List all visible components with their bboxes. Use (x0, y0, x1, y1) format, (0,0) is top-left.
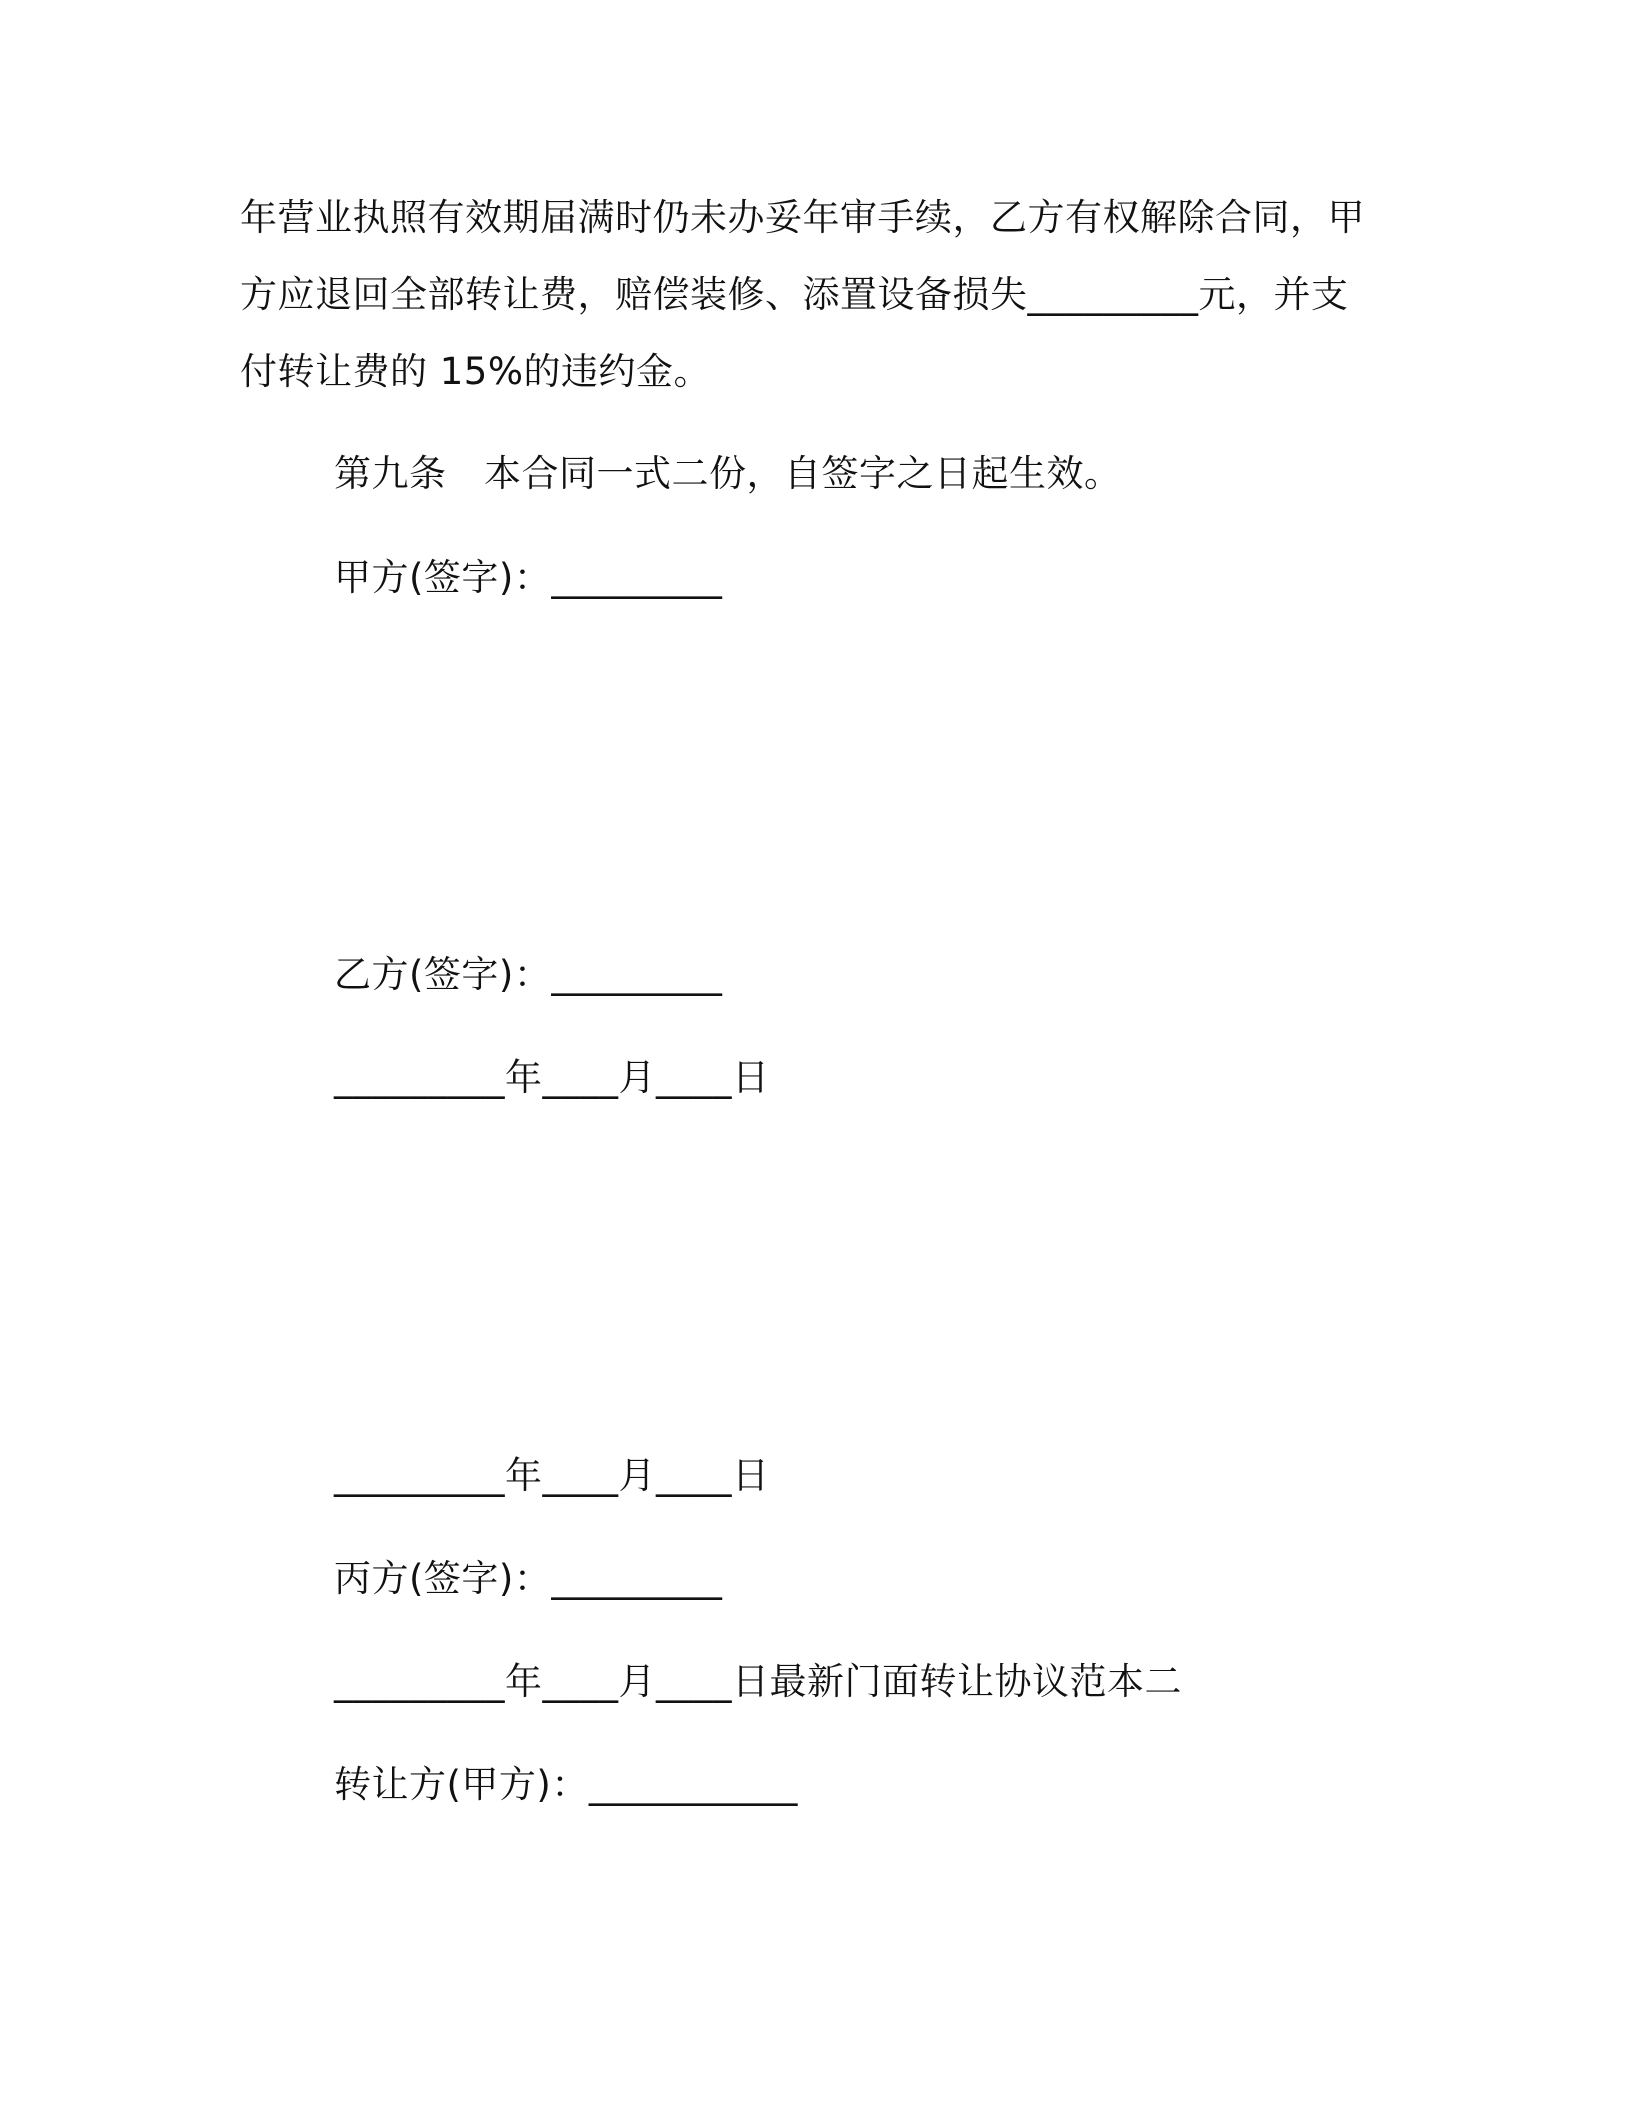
party-a-signature-line: 甲方(签字)：_________ (334, 556, 723, 599)
paragraph-line-2: 方应退回全部转让费，赔偿装修、添置设备损失_________元，并支 (240, 273, 1349, 316)
article-nine: 第九条 本合同一式二份，自签字之日起生效。 (334, 452, 1122, 495)
date-line-3-with-title: _________年____月____日最新门面转让协议范本二 (334, 1660, 1182, 1703)
date-line-1: _________年____月____日 (334, 1056, 770, 1099)
transferor-line: 转让方(甲方)：___________ (334, 1763, 798, 1806)
party-c-signature-line: 丙方(签字)：_________ (334, 1557, 723, 1600)
paragraph-line-1: 年营业执照有效期届满时仍未办妥年审手续，乙方有权解除合同，甲 (240, 196, 1365, 239)
party-b-signature-line: 乙方(签字)：_________ (334, 953, 723, 996)
paragraph-line-3: 付转让费的 15%的违约金。 (240, 350, 711, 393)
date-line-2: _________年____月____日 (334, 1454, 770, 1497)
